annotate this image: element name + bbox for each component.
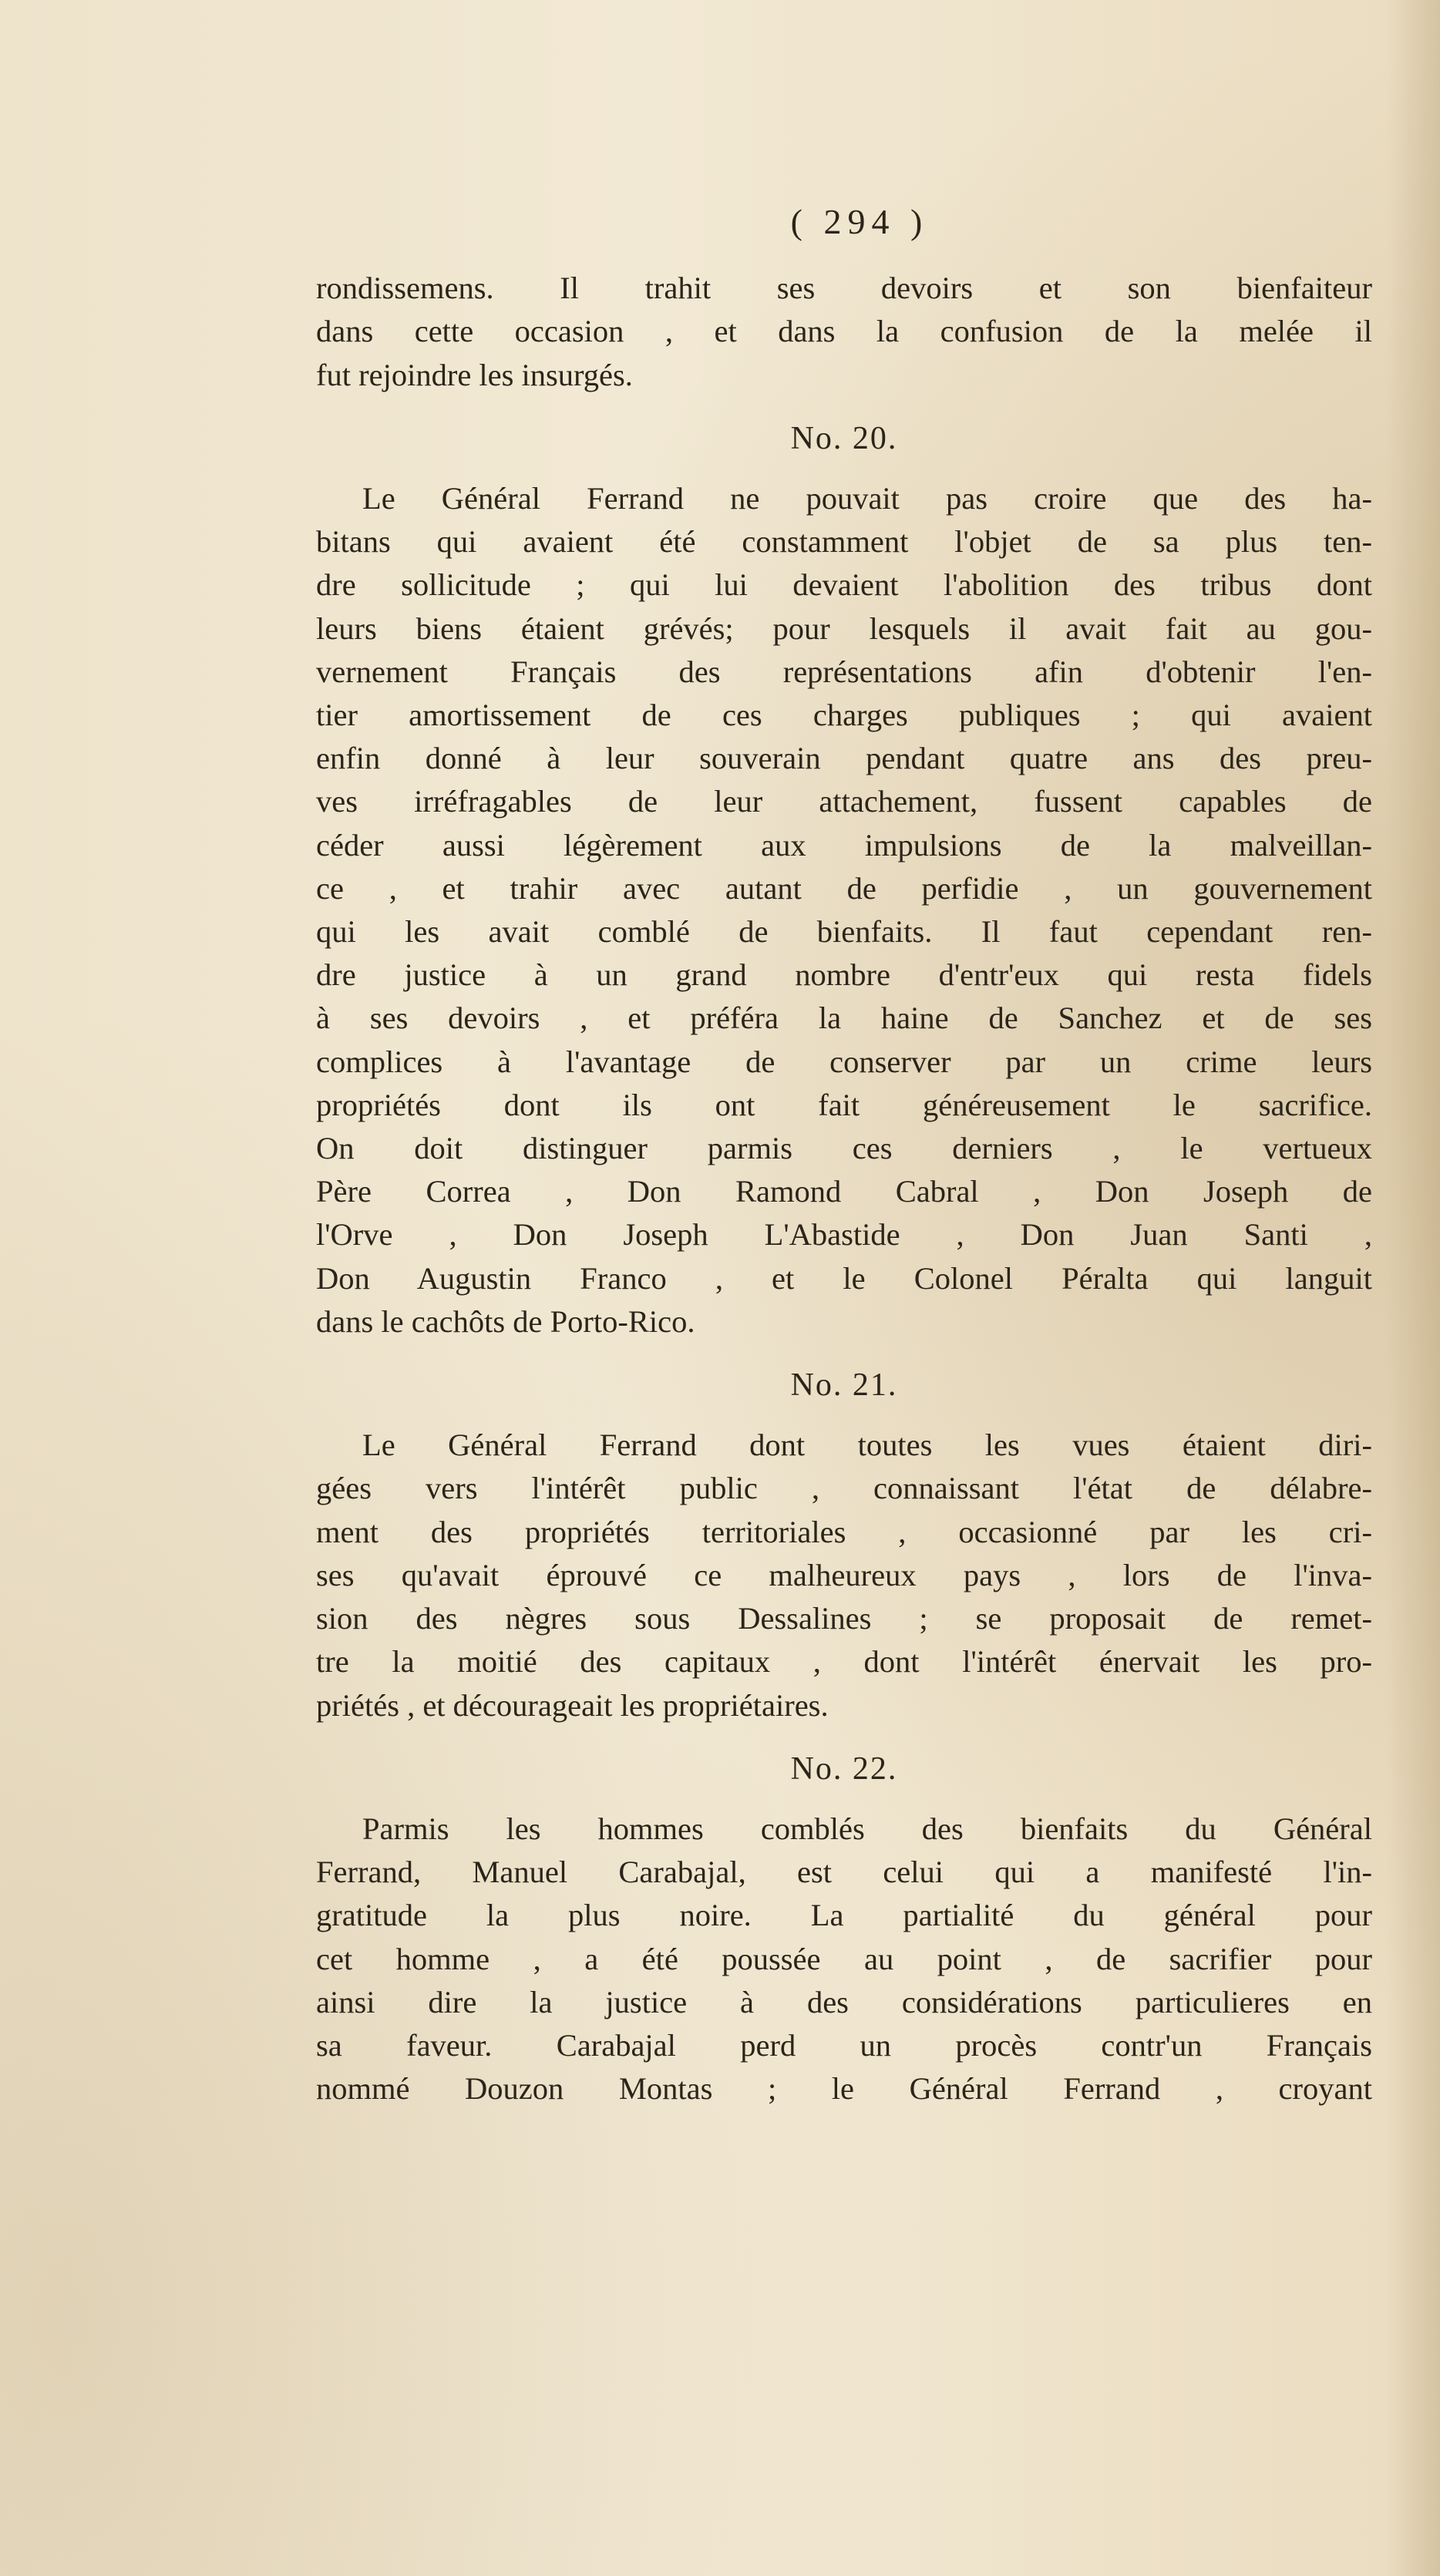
text-line: priétés , et décourageait les propriétaires. (316, 1687, 829, 1723)
text-line: sa faveur. Carabajal perd un procès contr'un Français (316, 2027, 1372, 2063)
paragraph-note-20 (316, 477, 1372, 1343)
text-line: enfin donné à leur souverain pendant quatre ans des preu- (316, 741, 1372, 776)
text-line: ment des propriétés territoriales , occasionné par les cri- (316, 1514, 1372, 1549)
paragraph-note-21 (316, 1424, 1372, 1727)
text-line: Don Augustin Franco , et le Colonel Péralta qui languit (316, 1260, 1372, 1296)
text-line: Père Correa , Don Ramond Cabral , Don Joseph de (316, 1174, 1372, 1209)
note-heading: No. 21. (790, 1367, 898, 1404)
text-line: gratitude la plus noire. La partialité du général pour (316, 1898, 1372, 1933)
text-line: rondissemens. Il trahit ses devoirs et son bienfaiteur (316, 271, 1372, 306)
text-line: fut rejoindre les insurgés. (316, 357, 633, 392)
text-line: vernement Français des représentations afin d'obtenir l'en- (316, 654, 1372, 689)
text-line: bitans qui avaient été constamment l'objet de sa plus ten- (316, 524, 1372, 560)
text-line: gées vers l'intérêt public , connaissant l'état de délabre- (316, 1471, 1372, 1506)
text-line: tre la moitié des capitaux , dont l'intérêt énervait les pro- (316, 1644, 1372, 1680)
note-heading: No. 22. (790, 1750, 898, 1787)
text-line: On doit distinguer parmis ces derniers , le vertueux (316, 1131, 1372, 1166)
note-heading: No. 20. (790, 420, 898, 456)
text-line: dre justice à un grand nombre d'entr'eux qui resta fidels (316, 957, 1372, 993)
text-line: sion des nègres sous Dessalines ; se proposait de remet- (316, 1601, 1372, 1636)
text-line: Parmis les hommes comblés des bienfaits du Général (362, 1811, 1372, 1846)
text-line: cet homme , a été poussée au point , de sacrifier pour (316, 1941, 1372, 1976)
text-line: l'Orve , Don Joseph L'Abastide , Don Juan Santi , (316, 1217, 1372, 1253)
text-line: à ses devoirs , et préféra la haine de Sanchez et de ses (316, 1000, 1372, 1036)
text-line: complices à l'avantage de conserver par un crime leurs (316, 1044, 1372, 1079)
text-line: ainsi dire la justice à des considérations particulieres en (316, 1984, 1372, 2019)
text-line: propriétés dont ils ont fait généreusement le sacrifice. (316, 1087, 1372, 1122)
text-line: ves irréfragables de leur attachement, fussent capables de (316, 784, 1372, 819)
text-line: dans cette occasion , et dans la confusion de la melée il (316, 314, 1372, 349)
text-line: ce , et trahir avec autant de perfidie , un gouvernement (316, 870, 1372, 906)
text-line: céder aussi légèrement aux impulsions de la malveillan- (316, 827, 1372, 863)
text-line: nommé Douzon Montas ; le Général Ferrand , croyant (316, 2071, 1372, 2107)
text-line: leurs biens étaient grévés; pour lesquels il avait fait au gou- (316, 610, 1372, 646)
page-text (316, 200, 1372, 2110)
text-line: Le Général Ferrand dont toutes les vues étaient diri- (362, 1428, 1372, 1463)
text-line: Ferrand, Manuel Carabajal, est celui qui a manifesté l'in- (316, 1855, 1372, 1890)
text-line: dre sollicitude ; qui lui devaient l'abolition des tribus dont (316, 567, 1372, 603)
text-line: qui les avait comblé de bienfaits. Il faut cependant ren- (316, 914, 1372, 950)
paragraph-continuation (316, 267, 1372, 397)
paragraph-note-22 (316, 1808, 1372, 2110)
text-line: Le Général Ferrand ne pouvait pas croire que des ha- (362, 481, 1372, 516)
text-line: ses qu'avait éprouvé ce malheureux pays , lors de l'inva- (316, 1557, 1372, 1592)
page-number: ( 294 ) (790, 202, 929, 241)
text-line: dans le cachôts de Porto-Rico. (316, 1303, 695, 1339)
text-line: tier amortissement de ces charges publiques ; qui avaient (316, 698, 1372, 733)
page-edge-shadow (1386, 0, 1440, 2576)
